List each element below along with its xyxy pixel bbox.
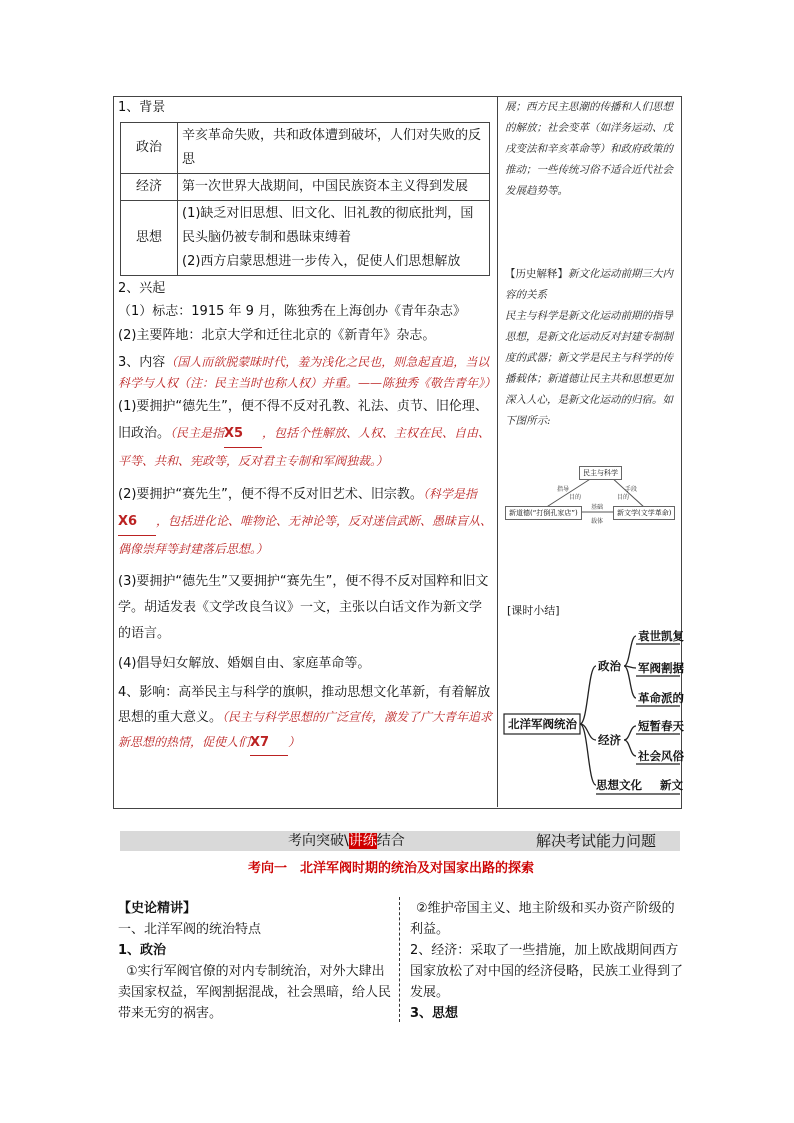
br-line-1: ②维护帝国主义、地主阶级和买办资产阶级的利益。 <box>410 901 675 937</box>
column-divider <box>497 96 498 807</box>
row-head-thought: 思想 <box>121 201 178 276</box>
left-column <box>118 97 497 756</box>
mindmap-leaf-3: 革命派的 <box>638 691 684 705</box>
content-title: 3、内容 <box>118 355 166 370</box>
content-point-1-text: (1)要拥护“德先生”，便不得不反对孔教、礼法、贞节、旧伦理、旧政治。 <box>118 399 488 441</box>
diagram-label-r1: 手段 <box>625 486 638 493</box>
mindmap-branch-politics: 政治 <box>598 659 621 673</box>
mindmap-lines <box>502 620 680 800</box>
br-line-2: 2、经济：采取了一些措施，加上欧战期间西方国家放松了对中国的经济侵略，民族工业得到了发展。 <box>410 943 684 1000</box>
br-line-3: 3、思想 <box>410 1006 459 1021</box>
relation-diagram <box>505 460 677 524</box>
diagram-node-left: 新道德(“打倒孔家店”) <box>505 506 582 520</box>
banner-title <box>288 831 405 851</box>
row-head-politics: 政治 <box>121 123 178 174</box>
summary-label: [课时小结] <box>507 604 560 617</box>
influence-text: 4、影响：高举民主与科学的旗帜，推动思想文化革新，有着解放思想的重大意义。 <box>118 685 491 725</box>
content-point-4: (4)倡导妇女解放、婚姻自由、家庭革命等。 <box>118 656 371 671</box>
diagram-label-c2: 载体 <box>591 518 604 525</box>
blank-x7[interactable]: X7 <box>250 731 288 756</box>
diagram-label-c1: 基础 <box>591 504 604 511</box>
note-a2: （科学是指 <box>422 487 477 501</box>
note-a: （民主是指 <box>170 426 225 440</box>
rise-symbol: （1）标志：1915 年 9 月，陈独秀在上海创办《青年杂志》 <box>118 304 467 319</box>
row-text-economy: 第一次世界大战期间，中国民族资本主义得到发展 <box>178 174 490 201</box>
content-point-2-text: (2)要拥护“赛先生”，便不得不反对旧艺术、旧宗教。 <box>118 487 423 502</box>
blank-x6[interactable]: X6 <box>118 509 156 536</box>
thought-point-2: (2)西方启蒙思想进一步传入，促使人们思想解放 <box>182 254 461 269</box>
summary-mindmap <box>502 620 684 800</box>
diagram-label-l1: 指导 <box>557 486 570 493</box>
bl-line-2: 1、政治 <box>118 943 167 958</box>
row-head-economy: 经济 <box>121 174 178 201</box>
content-point-2 <box>118 481 494 563</box>
banner-title-mid: 结合 <box>376 833 405 849</box>
note-b2: ，包括进化论、唯物论、无神论等，反对迷信武断、愚昧盲从、偶像崇拜等封建落后思想。） <box>118 514 493 556</box>
mindmap-branch-economy: 经济 <box>598 733 621 747</box>
bottom-right-column <box>410 898 685 1024</box>
banner-title-left: 考向突破\ <box>288 833 349 849</box>
bl-line-3: ①实行军阀官僚的对内专制统治，对外大肆出卖国家权益，军阀割据混战，社会黑暗，给人民带来无穷的祸害。 <box>118 964 392 1021</box>
table-row <box>121 201 490 276</box>
content-point-3: (3)要拥护“德先生”又要拥护“赛先生”，便不得不反对国粹和旧文学。胡适发表《文学改良刍议》一文，主张以白话文作为新文学的语言。 <box>118 574 489 641</box>
diagram-label-r2: 目的 <box>617 494 630 501</box>
thought-point-1: (1)缺乏对旧思想、旧文化、旧礼教的彻底批判，国民头脑仍被专制和愚昧束缚着 <box>182 206 474 245</box>
mindmap-leaf-2: 军阀割据 <box>638 661 684 675</box>
blank-x5[interactable]: X5 <box>224 421 262 448</box>
mindmap-leaf-1: 袁世凯复 <box>638 629 684 643</box>
mindmap-branch-culture: 思想文化 <box>596 778 642 792</box>
diagram-node-right: 新文学(文学革命) <box>613 506 675 520</box>
banner-highlight: 讲练 <box>348 833 377 849</box>
influence-note-end: ） <box>288 735 301 749</box>
background-note: 展；西方民主思潮的传播和人们思想的解放；社会变革（如洋务运动、戊戌变法和辛亥革命等）和政府政策的推动；一些传统习俗不适合近代社会发展趋势等。 <box>505 101 673 197</box>
section-background-title: 1、背景 <box>118 100 166 115</box>
content-point-1 <box>118 394 494 475</box>
bottom-left-column <box>118 898 393 1024</box>
analysis-label: 【史论精讲】 <box>118 901 197 916</box>
row-text-politics: 辛亥革命失败，共和政体遭到破坏，人们对失败的反思 <box>178 123 490 174</box>
history-explanation <box>505 264 677 432</box>
diagram-node-top: 民主与科学 <box>579 466 622 480</box>
bl-line-1: 一、北洋军阀的统治特点 <box>118 922 262 937</box>
influence <box>118 681 494 756</box>
history-label: 【历史解释】 <box>505 268 568 280</box>
diagram-label-l2: 目的 <box>569 494 582 501</box>
right-column <box>505 97 677 432</box>
section-rise-title: 2、兴起 <box>118 281 166 296</box>
influence-note: （民主与科学思想的广泛宣传，激发了广大青年追求新思想的热情，促使人们 <box>118 710 493 749</box>
mindmap-root: 北洋军阀统治 <box>508 717 577 731</box>
note-b: ，包括个性解放、人权、主权在民、自由、平等、共和、宪政等，反对君主专制和军阀独裁。） <box>118 426 491 468</box>
bottom-column-divider <box>399 897 400 1022</box>
mindmap-leaf-6: 新文 <box>660 778 683 792</box>
content-quote: （国人而欲脱蒙昧时代，羞为浅化之民也，则急起直追，当以科学与人权（注：民主当时也称人权）并重。——陈独秀《敬告青年》） <box>118 355 497 390</box>
mindmap-leaf-4: 短暂春天 <box>638 719 684 733</box>
table-row <box>121 174 490 201</box>
mindmap-leaf-5: 社会风俗 <box>638 749 684 763</box>
rise-base: (2)主要阵地：北京大学和迁往北京的《新青年》杂志。 <box>118 328 436 343</box>
banner-right: 解决考试能力问题 <box>536 832 657 850</box>
history-title: 新文化运动前期三大内容的关系 <box>505 268 673 301</box>
background-table <box>120 122 490 276</box>
row-text-thought <box>178 201 490 276</box>
subtitle: 考向一 北洋军阀时期的统治及对国家出路的探索 <box>248 861 535 876</box>
table-row <box>121 123 490 174</box>
history-body: 民主与科学是新文化运动前期的指导思想，是新文化运动反对封建专制制度的武器；新文学是民主与科学的传播载体；新道德让民主共和思想更加深入人心，是新文化运动的归宿。如下图所示: <box>505 310 673 427</box>
content-heading <box>118 352 497 394</box>
